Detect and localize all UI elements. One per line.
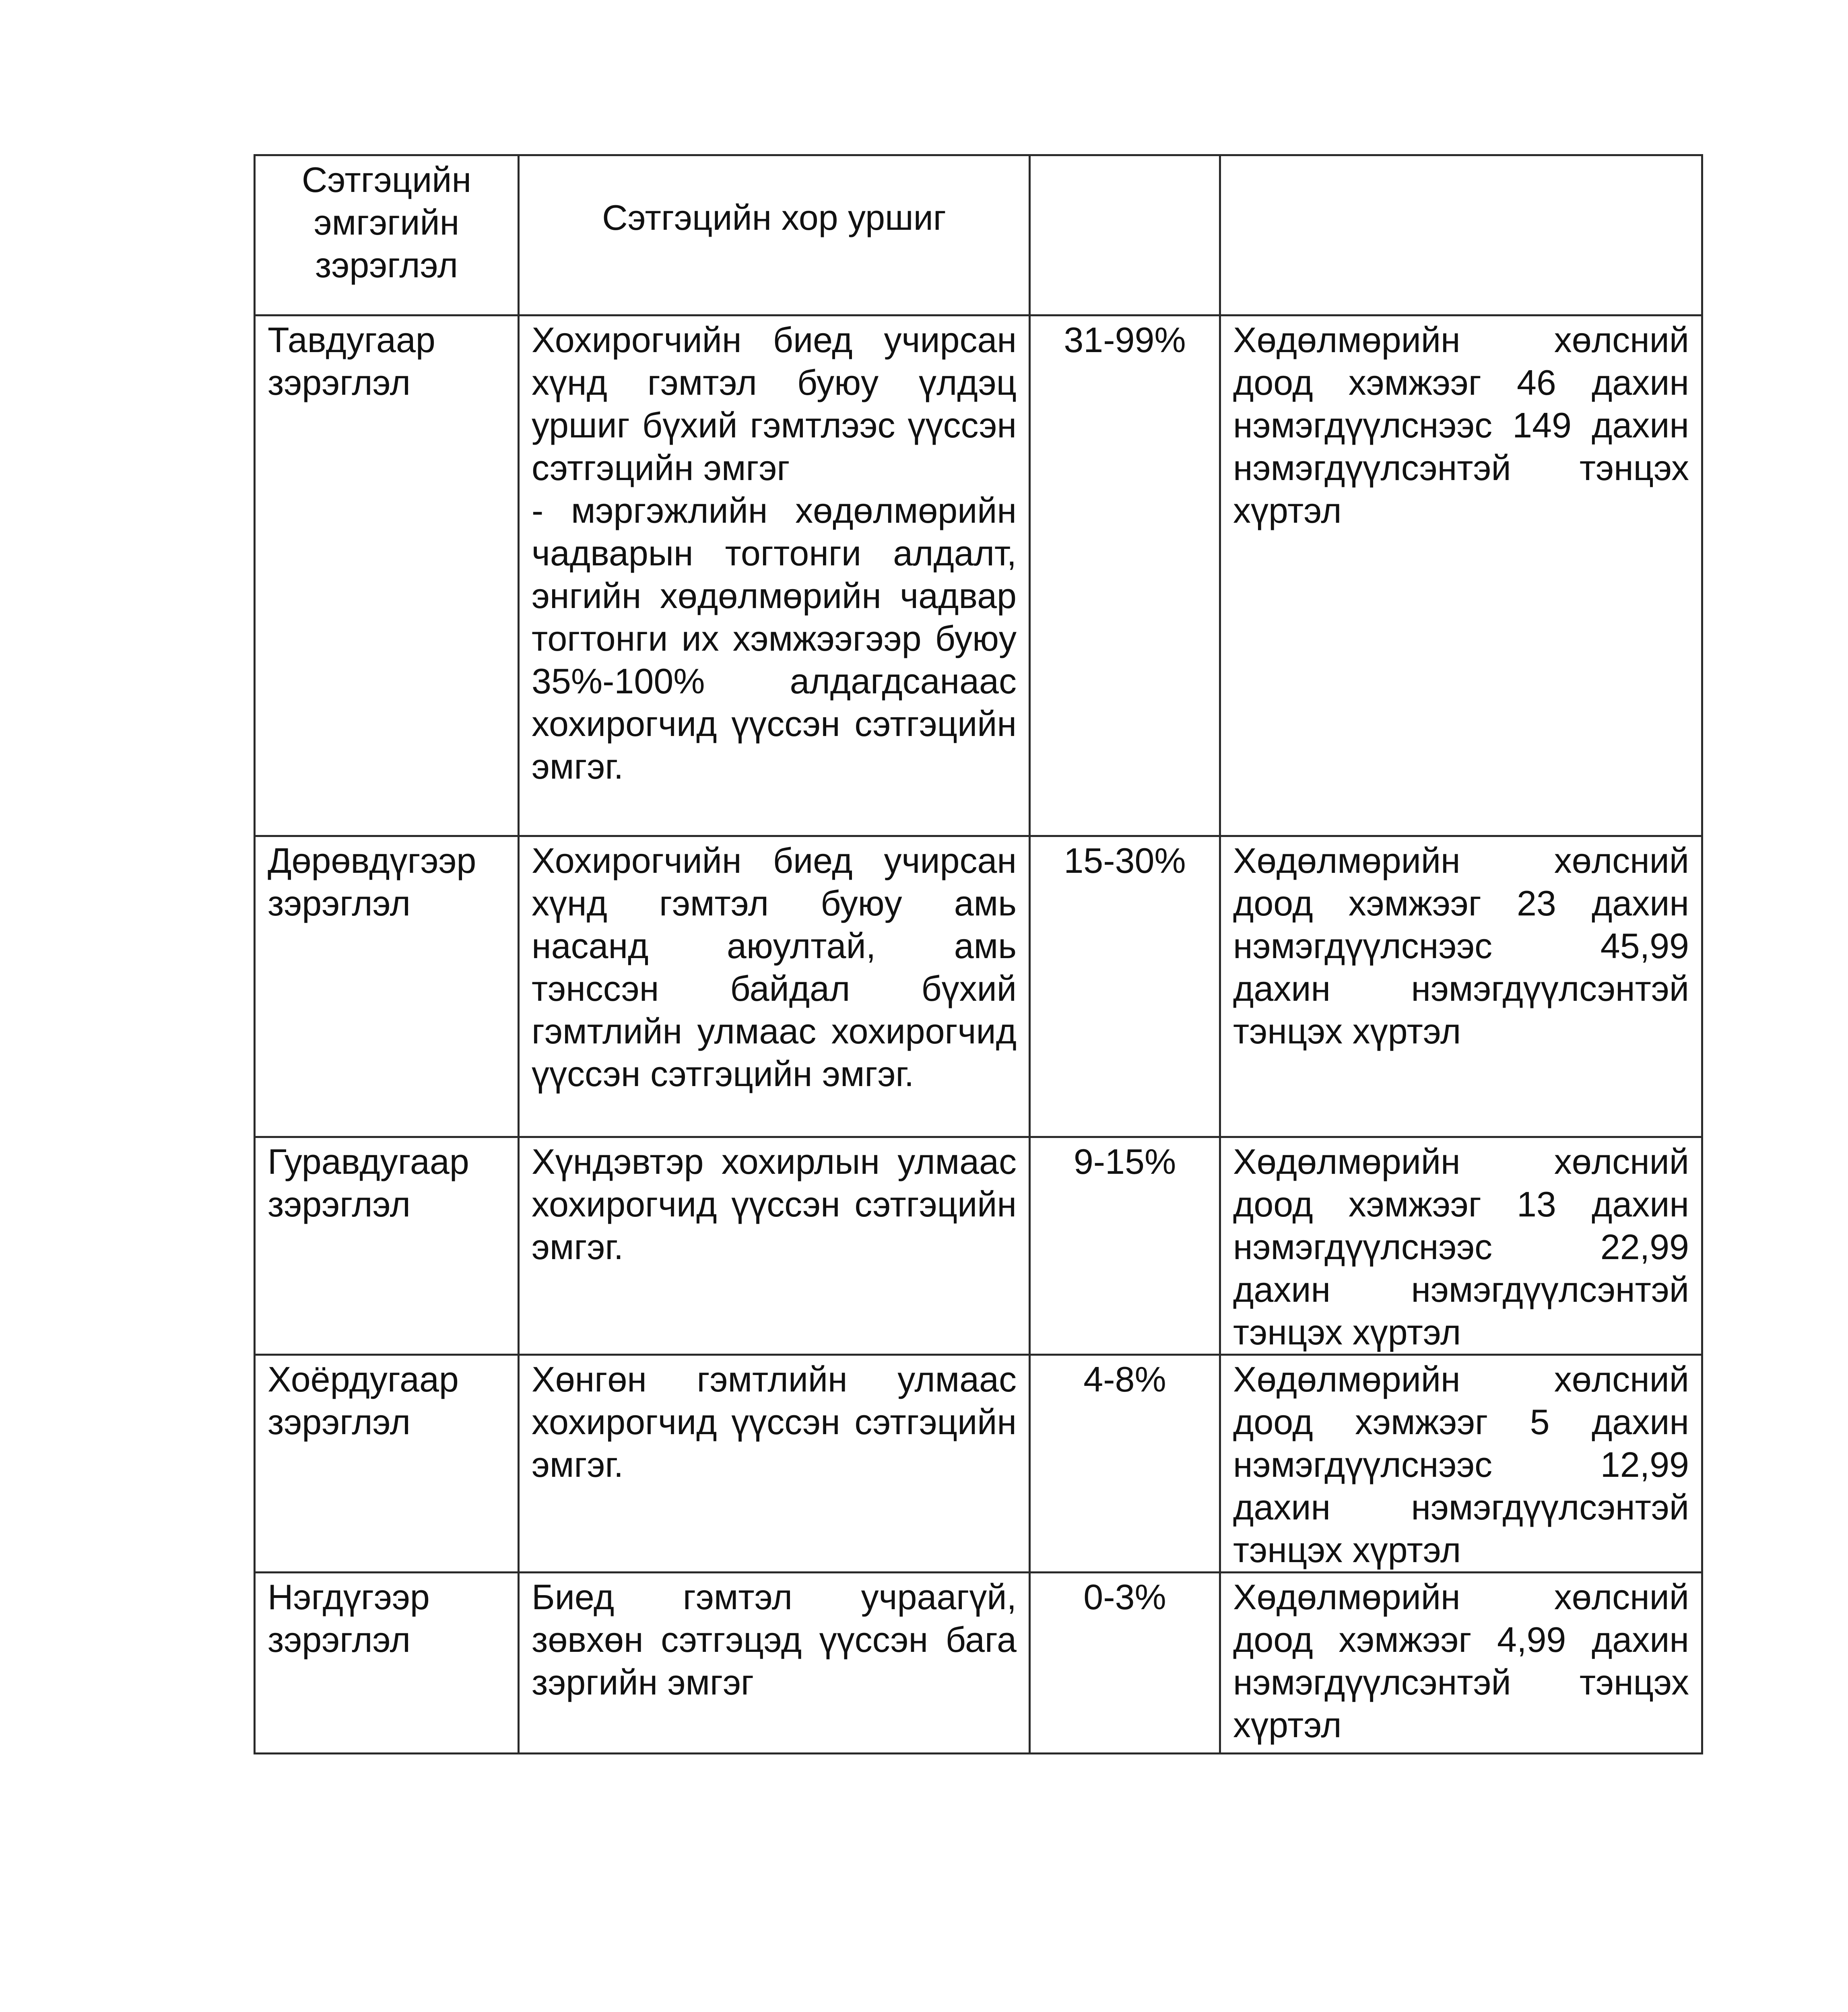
table-row (255, 315, 1702, 836)
table-row (255, 1573, 1702, 1754)
row-percent: 31-99% (1030, 315, 1220, 836)
row-amount: Хөдөлмөрийн хөлсний доод хэмжээг 46 дахин нэмэгдүүлснээс 149 дахин нэмэгдүүлсэнтэй тэнцэх хүртэл (1220, 315, 1702, 836)
row-harm: Хохирогчийн биед учирсан хүнд гэмтэл буюу амь насанд аюултай, амь тэнссэн байдал бүхий гэмтлийн улмаас хохирогчид үүссэн сэтгэцийн эмгэг. (519, 836, 1030, 1137)
row-level: Тавдугаар зэрэглэл (255, 315, 519, 836)
row-level: Хоёрдугаар зэрэглэл (255, 1355, 519, 1573)
row-level: Гуравдугаар зэрэглэл (255, 1137, 519, 1355)
row-percent: 0-3% (1030, 1573, 1220, 1754)
header-harm: Сэтгэцийн хор уршиг (519, 155, 1030, 315)
table-row (255, 1137, 1702, 1355)
row-percent: 15-30% (1030, 836, 1220, 1137)
header-amount (1220, 155, 1702, 315)
row-amount: Хөдөлмөрийн хөлсний доод хэмжээг 4,99 дахин нэмэгдүүлсэнтэй тэнцэх хүртэл (1220, 1573, 1702, 1754)
header-level: Сэтгэцийн эмгэгийн зэрэглэл (255, 155, 519, 315)
row-percent: 9-15% (1030, 1137, 1220, 1355)
row-amount: Хөдөлмөрийн хөлсний доод хэмжээг 23 дахин нэмэгдүүлснээс 45,99 дахин нэмэгдүүлсэнтэй тэнцэх хүртэл (1220, 836, 1702, 1137)
row-harm: Хохирогчийн биед учирсан хүнд гэмтэл буюу үлдэц уршиг бүхий гэмтлээс үүссэн сэтгэцийн эмгэг - мэргэжлийн хөдөлмөрийн чадварын тогтонги алдалт, энгийн хөдөлмөрийн чадвар тогтонги их хэмжээгээр буюу 35%-100% алдагдсанаас хохирогчид үүссэн сэтгэцийн эмгэг. (519, 315, 1030, 836)
row-level: Дөрөвдүгээр зэрэглэл (255, 836, 519, 1137)
row-harm: Биед гэмтэл учраагүй, зөвхөн сэтгэцэд үүссэн бага зэргийн эмгэг (519, 1573, 1030, 1754)
row-amount: Хөдөлмөрийн хөлсний доод хэмжээг 13 дахин нэмэгдүүлснээс 22,99 дахин нэмэгдүүлсэнтэй тэнцэх хүртэл (1220, 1137, 1702, 1355)
row-harm: Хүндэвтэр хохирлын улмаас хохирогчид үүссэн сэтгэцийн эмгэг. (519, 1137, 1030, 1355)
row-amount: Хөдөлмөрийн хөлсний доод хэмжээг 5 дахин нэмэгдүүлснээс 12,99 дахин нэмэгдүүлсэнтэй тэнцэх хүртэл (1220, 1355, 1702, 1573)
row-harm: Хөнгөн гэмтлийн улмаас хохирогчид үүссэн сэтгэцийн эмгэг. (519, 1355, 1030, 1573)
table-header-row (255, 155, 1702, 315)
row-level: Нэгдүгээр зэрэглэл (255, 1573, 519, 1754)
header-percent (1030, 155, 1220, 315)
table-row (255, 1355, 1702, 1573)
table-row (255, 836, 1702, 1137)
row-percent: 4-8% (1030, 1355, 1220, 1573)
compensation-table (254, 154, 1703, 1754)
